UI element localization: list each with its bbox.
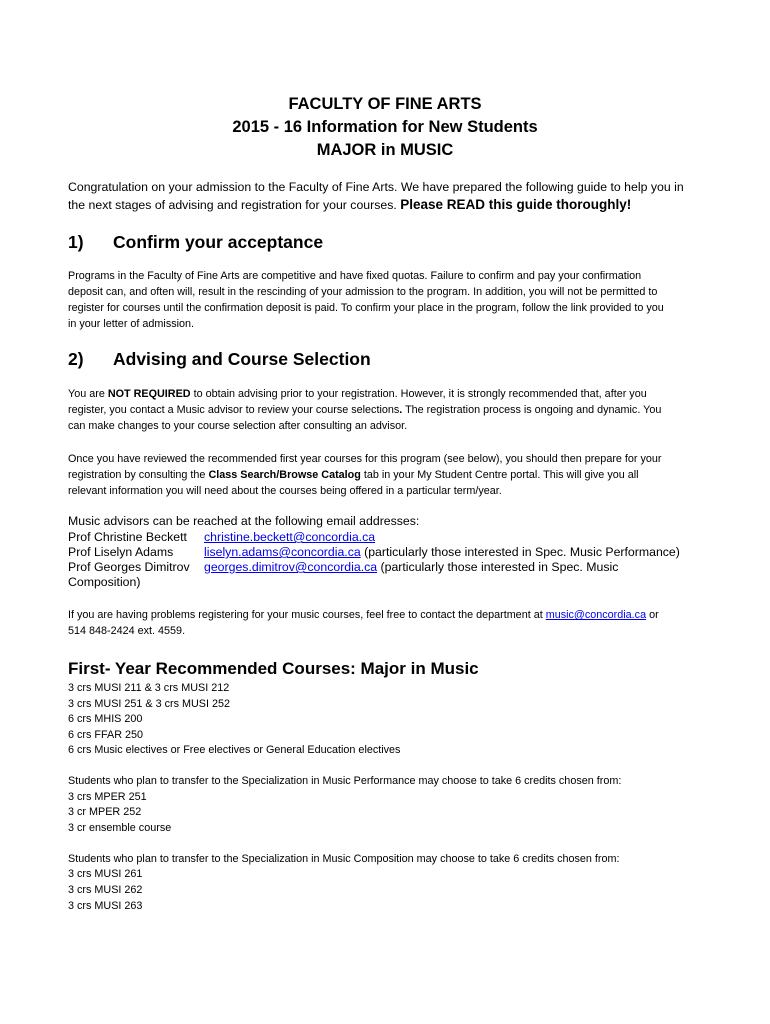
- class-search-emphasis: Class Search/Browse Catalog: [208, 469, 361, 481]
- section-1-line: register for courses until the confirmation deposit is paid. To confirm your place in the program, follow the link provided to you: [68, 302, 664, 314]
- advisor-name: Prof Christine Beckett: [68, 530, 187, 544]
- faculty-title: FACULTY OF FINE ARTS: [288, 95, 482, 113]
- courses-heading: First- Year Recommended Courses: Major in Music: [68, 659, 479, 678]
- department-email-link[interactable]: music@concordia.ca: [545, 609, 647, 621]
- advisor-note-continuation: Composition): [68, 575, 141, 589]
- section-2-p1-line-2: [68, 404, 661, 416]
- course-item: 3 crs MUSI 251 & 3 crs MUSI 252: [68, 698, 231, 710]
- section-2-p1-line-1: [68, 388, 647, 400]
- intro-read-emphasis: READ this guide thoroughly!: [446, 197, 632, 212]
- advisor-name: Prof Liselyn Adams: [68, 545, 174, 559]
- course-item: 6 crs Music electives or Free electives or General Education electives: [68, 744, 401, 756]
- intro-line-2: [68, 197, 631, 212]
- intro-line-2-text: the next stages of advising and registration for your courses.: [68, 198, 401, 212]
- performance-course: 3 crs MPER 251: [68, 791, 147, 803]
- section-2-number: 2): [68, 349, 84, 369]
- advisor-note: (particularly those interested in Spec. Music: [377, 560, 619, 574]
- advisor-name: Prof Georges Dimitrov: [68, 560, 190, 574]
- section-1-number: 1): [68, 232, 84, 252]
- p2-line2-b: tab in your My Student Centre portal. This will give you all: [360, 469, 639, 481]
- section-1-line: in your letter of admission.: [68, 318, 195, 330]
- course-item: 3 crs MUSI 211 & 3 crs MUSI 212: [68, 682, 230, 694]
- p2-line2-a: registration by consulting the: [68, 469, 209, 481]
- not-required-emphasis: NOT REQUIRED: [107, 388, 191, 400]
- section-2-title: Advising and Course Selection: [113, 349, 371, 369]
- section-1-line: Programs in the Faculty of Fine Arts are competitive and have fixed quotas. Failure to confirm and pay your confirmation: [68, 270, 642, 282]
- p1-line2-dot: .: [399, 404, 403, 416]
- advisor-email-link[interactable]: georges.dimitrov@concordia.ca: [204, 560, 378, 574]
- contact-line-1: [68, 609, 659, 621]
- contact-phone: 514 848-2424 ext. 4559.: [68, 625, 186, 637]
- contact-or: or: [646, 609, 659, 621]
- performance-intro: Students who plan to transfer to the Specialization in Music Performance may choose to take 6 credits chosen from:: [68, 775, 622, 787]
- contact-text: If you are having problems registering for your music courses, feel free to contact the department at: [68, 609, 546, 621]
- composition-intro: Students who plan to transfer to the Specialization in Music Composition may choose to take 6 credits chosen from:: [68, 853, 620, 865]
- composition-course: 3 crs MUSI 263: [68, 900, 143, 912]
- advisor-entry: [204, 560, 618, 574]
- advisor-email-link[interactable]: christine.beckett@concordia.ca: [204, 530, 376, 544]
- p1-text-b: to obtain advising prior to your registration. However, it is strongly recommended that, after you: [190, 388, 647, 400]
- p1-line2-a: register, you contact a Music advisor to review your course selections: [68, 404, 400, 416]
- major-title: MAJOR in MUSIC: [316, 141, 454, 159]
- advisor-email-link[interactable]: liselyn.adams@concordia.ca: [204, 545, 361, 559]
- advisor-entry: [204, 530, 375, 544]
- advisor-entry: [204, 545, 680, 559]
- section-2-p2-line-2: [68, 469, 639, 481]
- composition-course: 3 crs MUSI 262: [68, 884, 143, 896]
- p1-text-a: You are: [68, 388, 108, 400]
- course-item: 6 crs FFAR 250: [68, 729, 144, 741]
- section-1-title: Confirm your acceptance: [113, 232, 324, 252]
- performance-course: 3 cr MPER 252: [68, 806, 142, 818]
- advisors-intro: Music advisors can be reached at the following email addresses:: [68, 514, 420, 528]
- performance-course: 3 cr ensemble course: [68, 822, 172, 834]
- advisor-note: (particularly those interested in Spec. Music Performance): [360, 545, 680, 559]
- section-2-p2-line-1: Once you have reviewed the recommended first year courses for this program (see below), you should then prepare for your: [68, 453, 662, 465]
- intro-please: Please: [400, 197, 447, 212]
- section-2-p1-line-3: can make changes to your course selection after consulting an advisor.: [68, 420, 408, 432]
- course-item: 6 crs MHIS 200: [68, 713, 143, 725]
- section-1-line: deposit can, and often will, result in the rescinding of your admission to the program. In addition, you will not be permitted to: [68, 286, 658, 298]
- year-title: 2015 - 16 Information for New Students: [232, 118, 538, 136]
- p1-line2-b: The registration process is ongoing and dynamic. You: [402, 404, 662, 416]
- intro-line-1: Congratulation on your admission to the Faculty of Fine Arts. We have prepared the following guide to help you in: [68, 180, 684, 194]
- composition-course: 3 crs MUSI 261: [68, 868, 143, 880]
- section-2-p2-line-3: relevant information you will need about the courses being offered in a particular term/year.: [68, 485, 502, 497]
